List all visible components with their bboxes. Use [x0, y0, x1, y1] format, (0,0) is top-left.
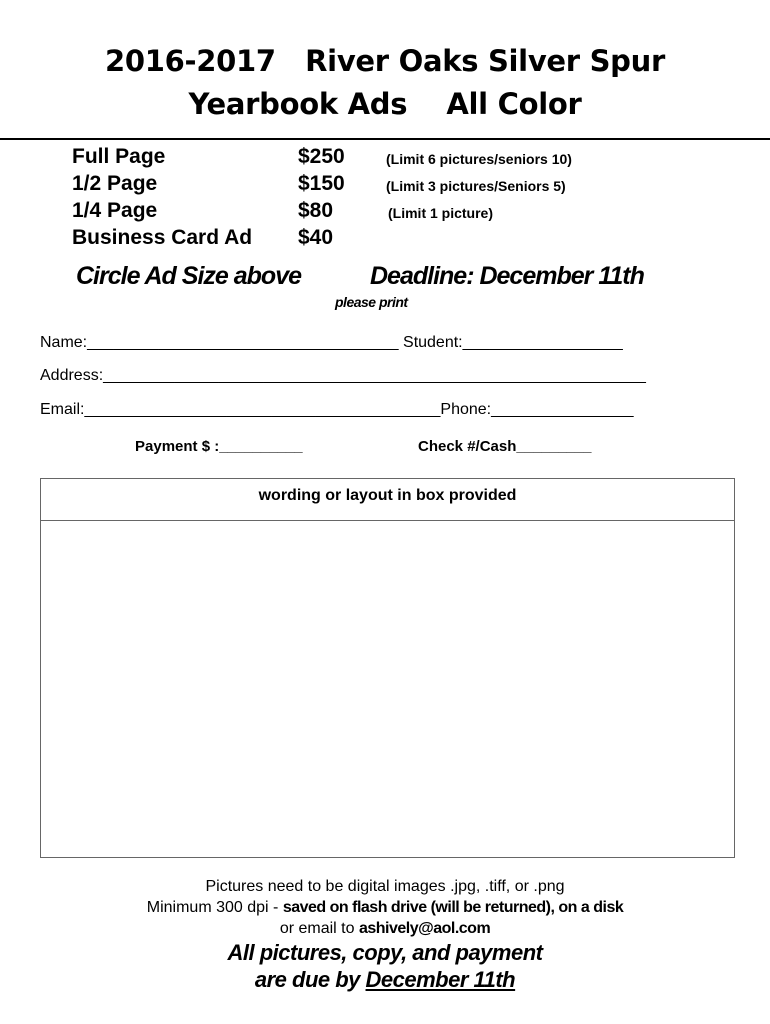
footer-image-requirements: Pictures need to be digital images .jpg, .tiff, or .png	[205, 878, 565, 895]
page-subtitle: Yearbook Ads All Color	[188, 87, 582, 121]
ad-layout-box-header: wording or layout in box provided	[41, 479, 734, 521]
email-phone-field[interactable]: Email:________________________________________Phone:________________	[40, 401, 634, 418]
header-divider	[0, 138, 770, 140]
price-item-amount: $150	[298, 172, 345, 195]
footer-due-line2	[0, 967, 770, 993]
footer-due-line1: All pictures, copy, and payment	[227, 940, 543, 965]
price-item-note: (Limit 3 pictures/Seniors 5)	[386, 178, 566, 194]
footer-email-address[interactable]: ashively@aol.com	[358, 920, 491, 937]
payment-field[interactable]: Payment $ :__________	[135, 438, 303, 455]
check-cash-field[interactable]: Check #/Cash_________	[418, 438, 592, 455]
footer-dpi-line	[0, 899, 770, 917]
deadline-text: Deadline: December 11th	[370, 262, 644, 290]
footer-email-prefix: or email to	[279, 920, 359, 937]
price-item-name: Full Page	[72, 145, 166, 168]
price-item-name: 1/2 Page	[72, 172, 158, 195]
page-title: 2016-2017 River Oaks Silver Spur	[105, 44, 665, 78]
footer-due-date: December 11th	[365, 967, 516, 992]
price-item-amount: $80	[298, 199, 334, 222]
price-item-amount: $40	[298, 226, 334, 249]
price-item-note: (Limit 1 picture)	[388, 205, 494, 221]
circle-ad-instruction: Circle Ad Size above	[76, 262, 301, 290]
name-student-field[interactable]: Name:___________________________________ Student:__________________	[40, 334, 623, 351]
please-print-note: please print	[335, 294, 408, 310]
price-item-name: 1/4 Page	[72, 199, 158, 222]
address-field[interactable]: Address:_____________________________________________________________	[40, 367, 646, 384]
footer-due-prefix: are due by	[254, 967, 366, 992]
ad-layout-box[interactable]	[40, 478, 735, 858]
footer-email-line	[0, 920, 770, 938]
footer-dpi-prefix: Minimum 300 dpi -	[146, 899, 283, 916]
footer-dpi-bold: saved on flash drive (will be returned), on a disk	[282, 899, 624, 916]
price-item-note: (Limit 6 pictures/seniors 10)	[386, 151, 572, 167]
price-item-name: Business Card Ad	[72, 226, 253, 249]
price-item-amount: $250	[298, 145, 345, 168]
